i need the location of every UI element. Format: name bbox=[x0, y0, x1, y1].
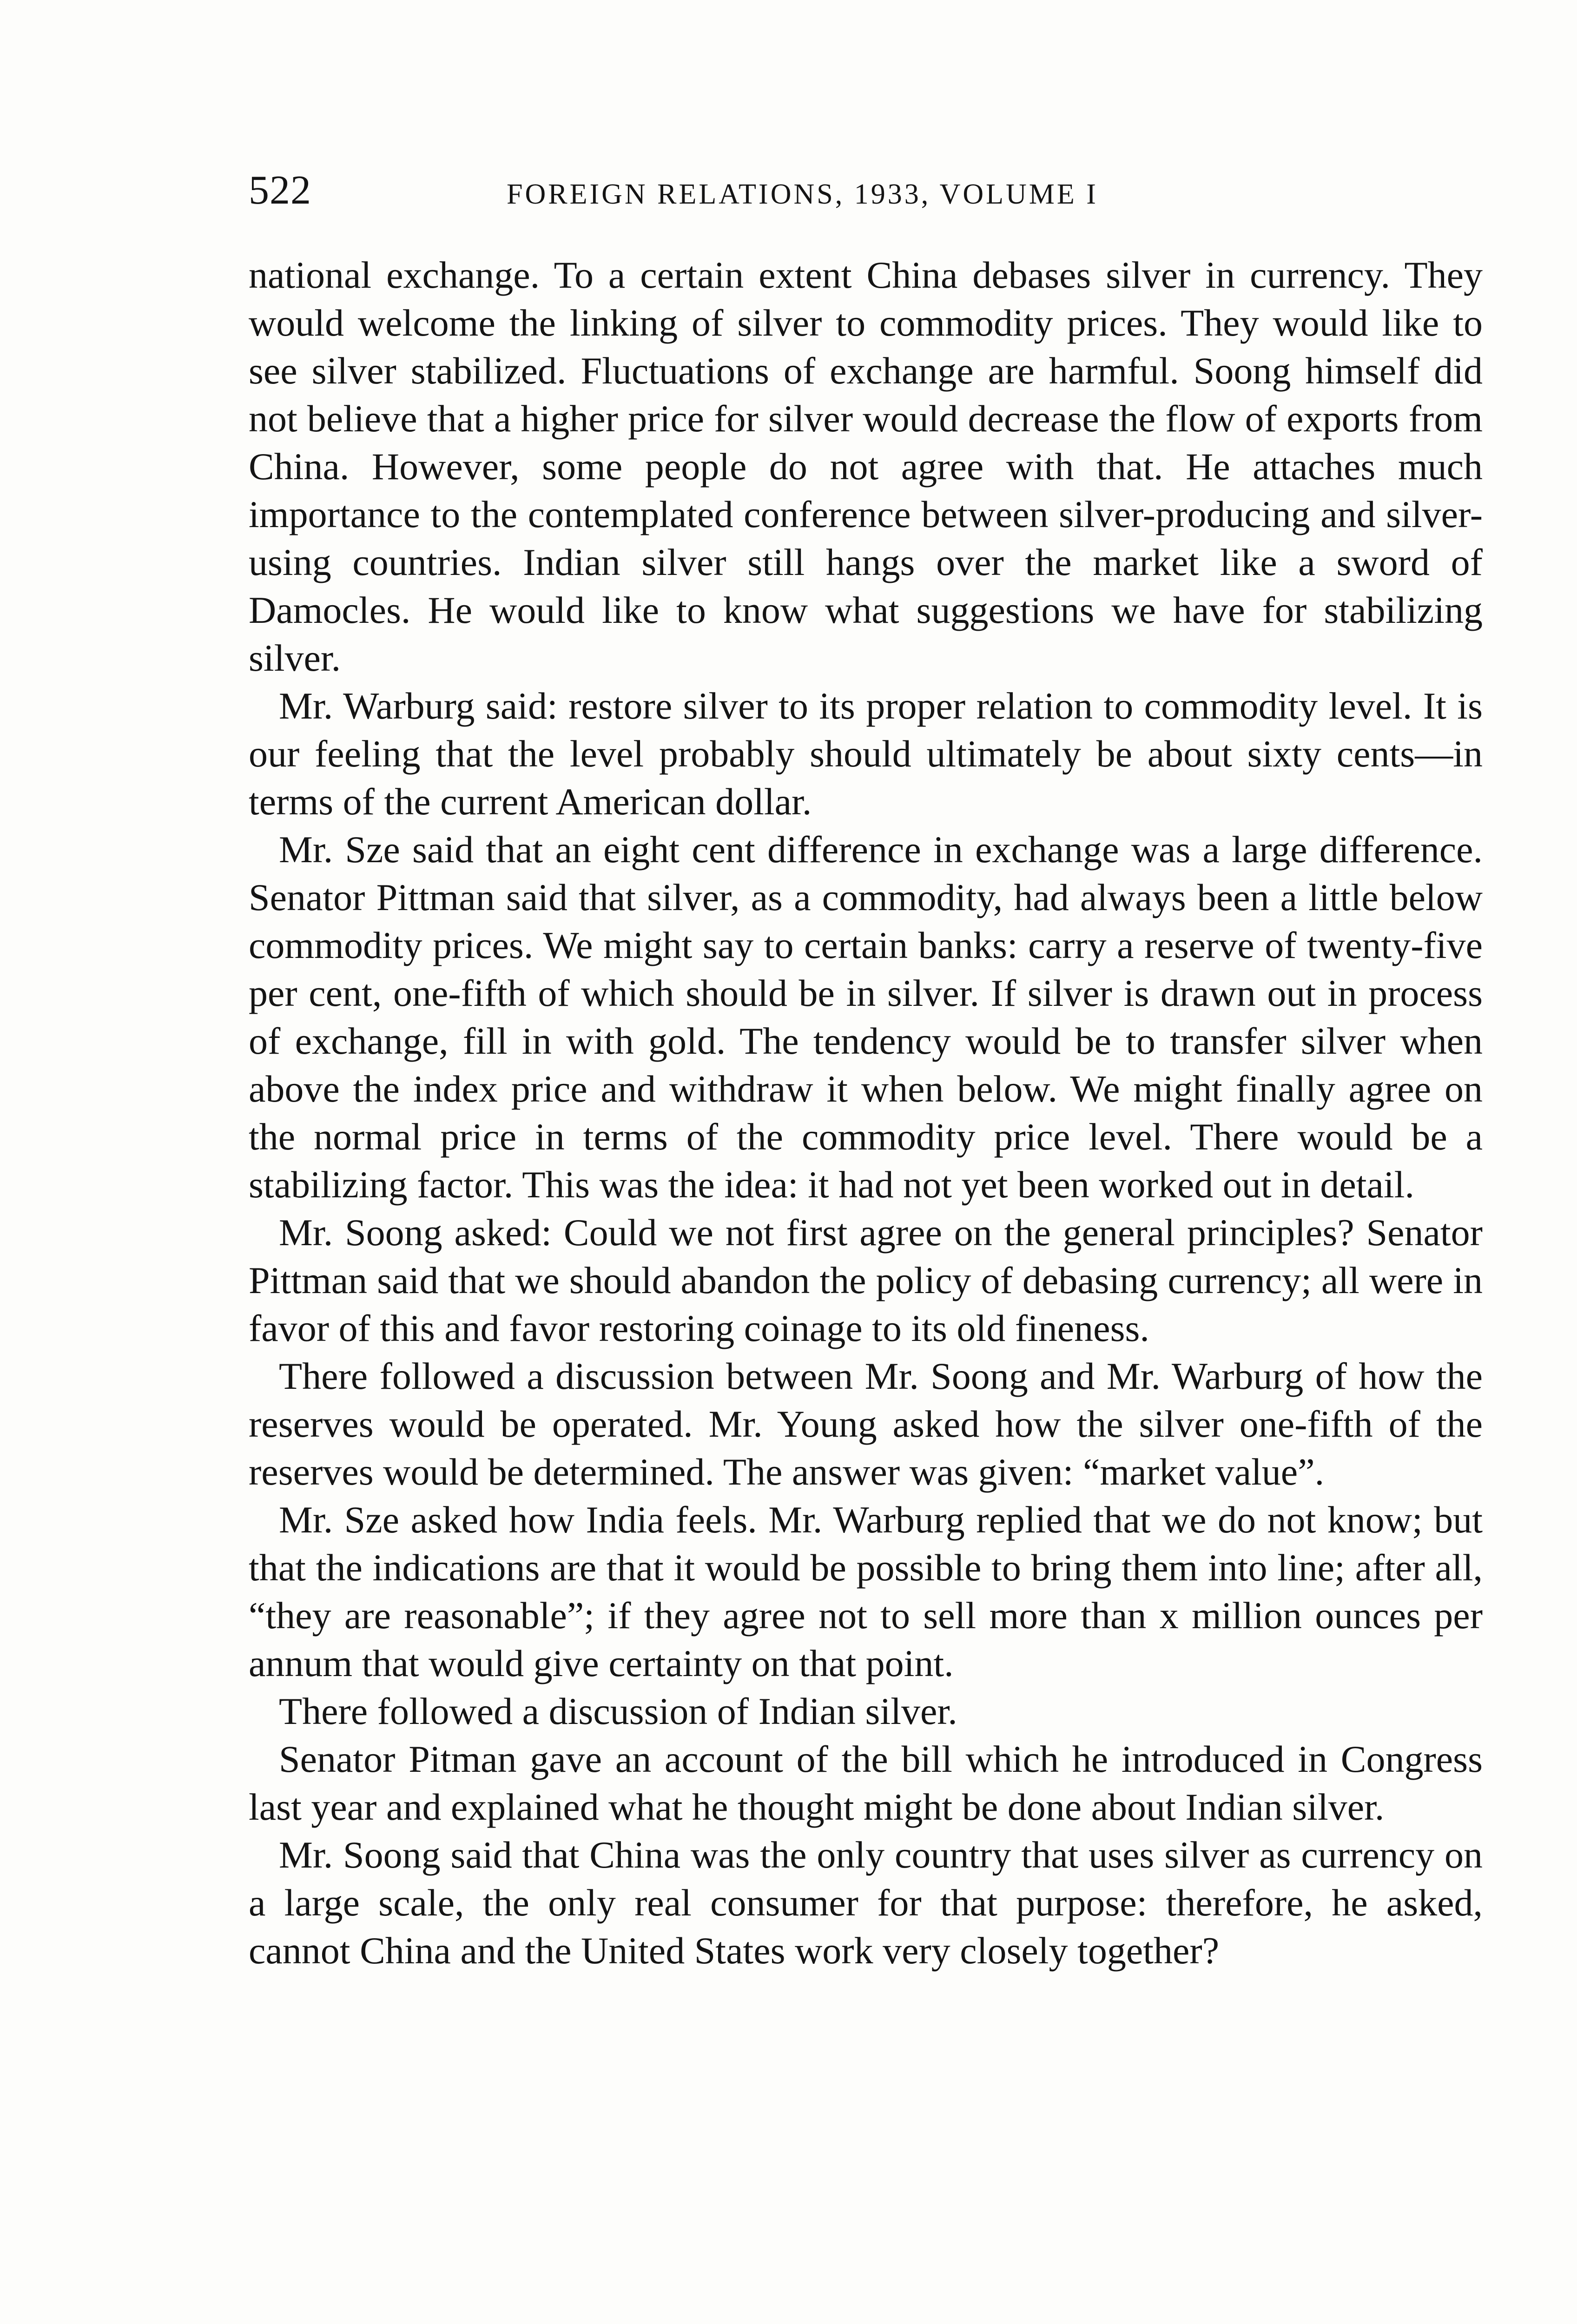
paragraph-continuation: national exchange. To a certain extent China debases silver in currency. They would welcome the linking of silver to commodity prices. They would like to see silver stabilized. Fluctuations of exchange are harmful. Soong himself did not believe that a higher price for silver would decrease the flow of exports from China. However, some people do not agree with that. He attaches much importance to the contemplated conference between silver-producing and silver-using countries. Indian silver still hangs over the market like a sword of Damocles. He would like to know what suggestions we have for stabilizing silver. bbox=[249, 254, 1483, 679]
paragraph-india-feels: Mr. Sze asked how India feels. Mr. Warburg replied that we do not know; but that the indications are that it would be possible to bring them into line; after all, “they are reasonable”; if they agree not to sell more than x million ounces per annum that would give certainty on that point. bbox=[249, 1499, 1483, 1684]
paragraph-reserves-discussion: There followed a discussion between Mr. Soong and Mr. Warburg of how the reserves would be operated. Mr. Young asked how the silver one-fifth of the reserves would be determined. The answer was given: “market value”. bbox=[249, 1355, 1483, 1493]
paragraph-soong-general-principles: Mr. Soong asked: Could we not first agree on the general principles? Senator Pittman said that we should abandon the policy of debasing currency; all were in favor of this and favor restoring coinage to its old fineness. bbox=[249, 1211, 1483, 1349]
page-number: 522 bbox=[249, 168, 311, 213]
paragraph-sze-pittman-reserve: Mr. Sze said that an eight cent difference in exchange was a large difference. Senator Pittman said that silver, as a commodity, had always been a little below commodity prices. We might say to certain banks: carry a reserve of twenty-five per cent, one-fifth of which should be in silver. If silver is drawn out in process of exchange, fill in with gold. The tendency would be to transfer silver when above the index price and withdraw it when below. We might finally agree on the normal price in terms of the commodity price level. There would be a stabilizing factor. This was the idea: it had not yet been worked out in detail. bbox=[249, 828, 1483, 1206]
paragraph-indian-silver: There followed a discussion of Indian silver. bbox=[279, 1690, 957, 1732]
paragraph-pitman-bill: Senator Pitman gave an account of the bill which he introduced in Congress last year and explained what he thought might be done about Indian silver. bbox=[249, 1738, 1483, 1828]
running-head bbox=[249, 165, 1332, 221]
paragraph-china-united-states: Mr. Soong said that China was the only country that uses silver as currency on a large scale, the only real consumer for that purpose: therefore, he asked, cannot China and the United States work very closely together? bbox=[249, 1834, 1483, 1972]
paragraph-warburg-restore-silver: Mr. Warburg said: restore silver to its proper relation to commodity level. It is our feeling that the level probably should ultimately be about sixty cents—in terms of the current American dollar. bbox=[249, 685, 1483, 823]
body-text bbox=[249, 251, 1483, 1974]
running-title: FOREIGN RELATIONS, 1933, VOLUME I bbox=[507, 178, 1098, 210]
